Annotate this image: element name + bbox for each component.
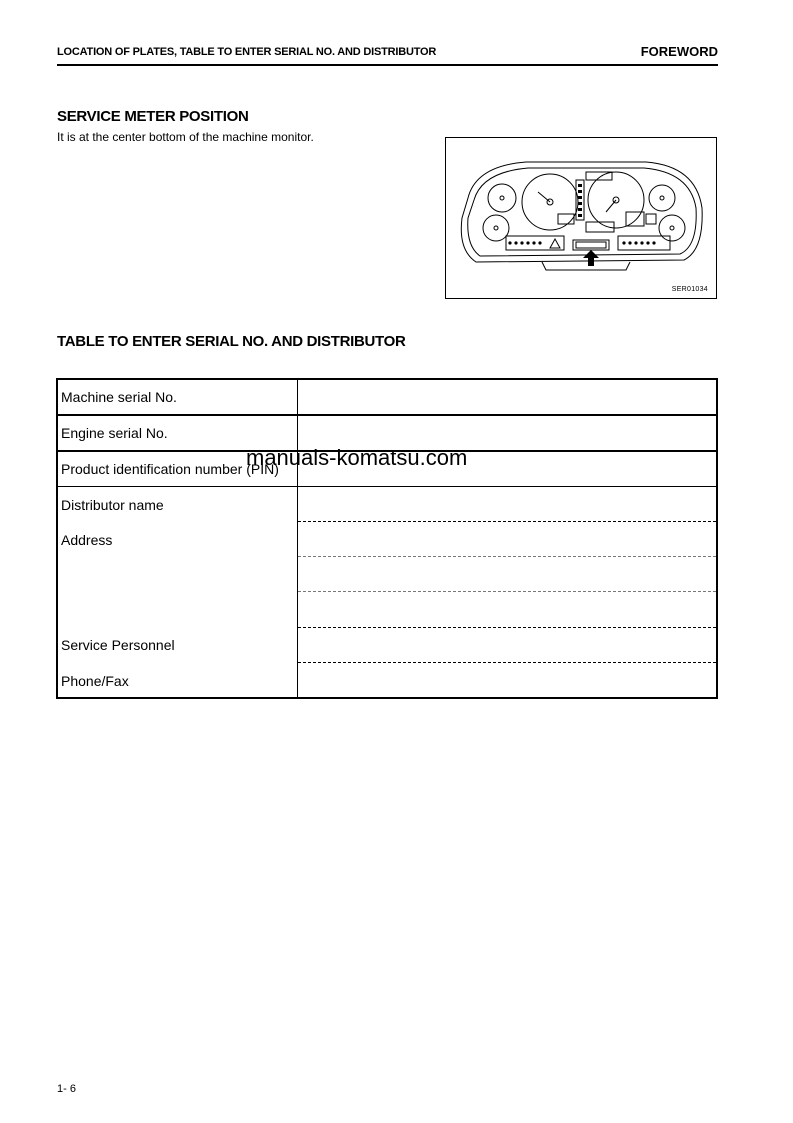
figure-code: SER01034 <box>671 286 708 293</box>
header-rule <box>57 64 718 66</box>
row-label-engine-serial: Engine serial No. <box>57 415 298 451</box>
watermark: manuals-komatsu.com <box>246 445 468 470</box>
distributor-name-line <box>298 487 718 522</box>
address-label: Address <box>61 532 113 548</box>
table-row <box>57 487 717 522</box>
service-personnel-line <box>298 627 718 662</box>
header-section-title: LOCATION OF PLATES, TABLE TO ENTER SERIAL NO. AND DISTRIBUTOR <box>57 46 437 58</box>
address-line-2 <box>298 557 718 592</box>
service-personnel-label: Service Personnel <box>61 637 175 653</box>
row-label-pin: Product identification number (PIN) <box>57 451 298 487</box>
service-meter-text: It is at the center bottom of the machine monitor. <box>57 130 314 144</box>
header-chapter-title: FOREWORD <box>640 44 718 59</box>
machine-monitor-illustration <box>446 138 718 300</box>
address-line-1 <box>298 522 718 557</box>
table-section-title: TABLE TO ENTER SERIAL NO. AND DISTRIBUTOR <box>57 333 406 350</box>
service-meter-title: SERVICE METER POSITION <box>57 108 249 125</box>
row-label-machine-serial: Machine serial No. <box>57 379 298 415</box>
serial-distributor-table <box>56 378 718 699</box>
page-number: 1- 6 <box>57 1083 76 1095</box>
table-row <box>57 379 717 415</box>
phone-fax-label: Phone/Fax <box>61 673 129 689</box>
machine-serial-entry <box>298 379 718 415</box>
distributor-name-label: Distributor name <box>61 497 164 513</box>
phone-fax-line <box>298 662 718 698</box>
address-line-3 <box>298 592 718 627</box>
distributor-labels-cell <box>57 487 298 699</box>
machine-monitor-figure <box>445 137 717 299</box>
